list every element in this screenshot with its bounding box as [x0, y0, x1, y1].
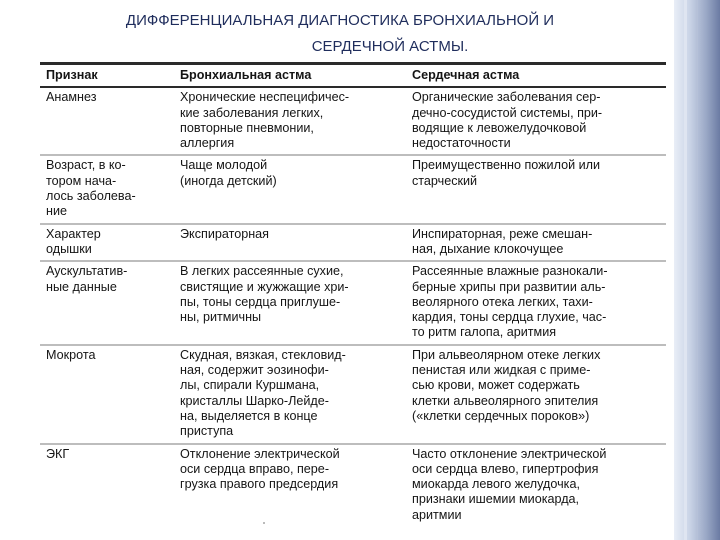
table-row-dyspnea [40, 224, 666, 262]
cell-bronchial: Чаще молодой (иногда детский) [174, 155, 406, 223]
cell-sign: Возраст, в ко- тором нача- лось заболева- ние [40, 155, 174, 223]
table-row-auscultation [40, 261, 666, 344]
column-header-bronchial: Бронхиальная астма [174, 67, 406, 87]
table-header-row [40, 67, 666, 87]
slide-title-line1: ДИФФЕРЕНЦИАЛЬНАЯ ДИАГНОСТИКА БРОНХИАЛЬНОЙ И [125, 12, 555, 29]
slide-title-line2: СЕРДЕЧНОЙ АСТМЫ. [311, 38, 469, 55]
cell-cardiac: Часто отклонение электрической оси сердца влево, гипертрофия миокарда левого желудочка, признаки ишемии миокарда, аритмии [406, 444, 666, 526]
table-row-ecg [40, 444, 666, 526]
column-header-sign: Признак [40, 67, 174, 87]
cell-cardiac: Инспираторная, реже смешан- ная, дыхание клокочущее [406, 224, 666, 262]
table-top-rule [40, 62, 666, 65]
slide-title [60, 8, 660, 60]
cell-cardiac: Преимущественно пожилой или старческий [406, 155, 666, 223]
comparison-table-container [40, 62, 666, 540]
cell-sign: ЭКГ [40, 444, 174, 526]
column-header-cardiac: Сердечная астма [406, 67, 666, 87]
cell-sign: Мокрота [40, 345, 174, 444]
comparison-table [40, 67, 666, 526]
cell-bronchial: Экспираторная [174, 224, 406, 262]
cell-cardiac: При альвеолярном отеке легких пенистая или жидкая с приме- сью крови, может содержать клетки альвеолярного эпителия («клетки сердечных пороков») [406, 345, 666, 444]
decorative-dot [263, 522, 265, 524]
cell-sign: Характер одышки [40, 224, 174, 262]
cell-sign: Аускультатив- ные данные [40, 261, 174, 344]
cell-bronchial: В легких рассеянные сухие, свистящие и жужжащие хри- пы, тоны сердца приглуше- ны, ритмичны [174, 261, 406, 344]
table-row-sputum [40, 345, 666, 444]
cell-cardiac: Рассеянные влажные разнокали- берные хрипы при развитии аль- веолярного отека легких, тахи- кардия, тоны сердца глухие, час- то ритм галопа, аритмия [406, 261, 666, 344]
cell-bronchial: Отклонение электрической оси сердца вправо, пере- грузка правого предсердия [174, 444, 406, 526]
table-row-anamnesis [40, 87, 666, 155]
table-row-age [40, 155, 666, 223]
decorative-side-band [674, 0, 720, 540]
cell-cardiac: Органические заболевания сер- дечно-сосудистой системы, при- водящие к левожелудочковой недостаточности [412, 90, 603, 151]
cell-bronchial: Хронические неспецифичес- кие заболевания легких, повторные пневмонии, аллергия [180, 90, 350, 151]
cell-bronchial: Скудная, вязкая, стекловид- ная, содержит эозинофи- лы, спирали Куршмана, кристаллы Шарко-Лейде- на, выделяется в конце приступа [174, 345, 406, 444]
cell-sign: Анамнез [46, 90, 97, 105]
